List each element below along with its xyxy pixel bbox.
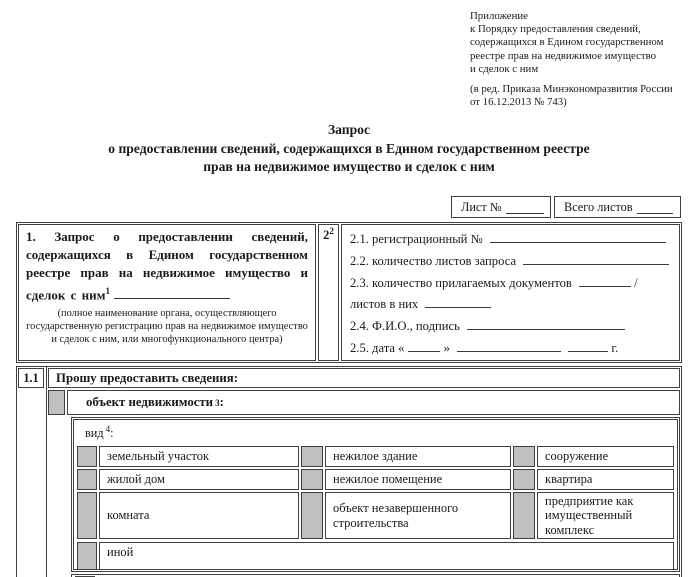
form-title-line-2: о предоставлении сведений, содержащихся в Едином государственном реестре [108,140,590,156]
request-heading: Прошу предоставить сведения: [48,368,680,388]
object-row [48,390,680,415]
section1-cell [18,224,316,361]
appendix-line: к Порядку предоставления сведений, [470,23,641,36]
checkbox-nonresidential-premises[interactable] [301,469,323,490]
reg-number-blank[interactable] [490,230,666,243]
vid-option-row-other [77,542,674,570]
total-sheets-blank[interactable] [637,201,673,214]
footnote-3-marker: 3 [215,397,220,408]
option-nonresidential-premises: нежилое помещение [325,469,511,490]
date-month-blank[interactable] [457,339,561,352]
option-land-plot: земельный участок [99,446,299,467]
other-object-blank[interactable] [109,569,664,570]
appendix-line: и сделок с ним [470,62,539,75]
vid-colon: : [110,426,114,441]
appendix-note [470,10,696,109]
date-year-blank[interactable] [568,339,608,352]
section1-note: (полное наименование органа, осуществляющего государственную регистрацию прав на недвижимое имущество и сделок с ним, или многофункционального центра) [26,308,308,346]
checkbox-room[interactable] [77,492,97,539]
section1-table [16,222,682,363]
checkbox-construction-in-progress[interactable] [301,492,323,539]
sheet-number-label: Лист № [461,199,502,214]
form-title-line-1: Запрос [327,122,371,137]
footnote-1-marker: 1 [105,286,111,296]
checkbox-apartment[interactable] [513,469,535,490]
checkbox-land-plot[interactable] [77,446,97,467]
form-title-line-3: прав на недвижимое имущество и сделок с ним [203,159,495,175]
name-signature-blank[interactable] [467,317,625,330]
year-suffix: г. [611,340,619,355]
sheet-number-blank[interactable] [506,201,544,214]
option-construction-in-progress: объект незавершенного строительства [325,492,511,539]
section1-request-text: 1. Запрос о предоставлении сведений, содержащихся в Едином государственном реестре прав на недвижимое имущество и сделок с ним [26,229,308,303]
revision-line: (в ред. Приказа Минэкономразвития России [470,83,673,96]
date-line [350,338,671,360]
total-sheets-label: Всего листов [564,199,633,214]
section-1-1-table [16,366,682,577]
name-signature-label: 2.4. Ф.И.О., подпись [350,319,460,334]
option-apartment: квартира [537,469,674,490]
option-other-label: иной [107,545,134,560]
row-number-1-1: 1.1 [18,368,44,388]
attached-docs-label: 2.3. количество прилагаемых документов [350,275,572,290]
close-quote: » [443,340,450,355]
object-label: объект недвижимости [86,395,214,409]
vid-option-row-3 [77,492,674,540]
vid-option-row-1 [77,446,674,467]
vid-option-row-2 [77,469,674,490]
section2-cell [341,224,680,361]
checkbox-enterprise-complex[interactable] [513,492,535,539]
reg-number-line [350,229,671,251]
checkbox-real-estate-object[interactable] [48,390,65,415]
section1-text [26,228,308,304]
open-quote: « [398,340,405,355]
org-name-blank[interactable] [114,286,230,299]
object-colon: : [219,395,224,409]
checkbox-residential-house[interactable] [77,469,97,490]
section2-number-cell [318,224,339,361]
vid-label: вид [85,426,104,441]
attached-docs-blank[interactable] [579,274,631,287]
vid-heading [74,420,677,446]
sheet-number-box [451,196,551,218]
name-signature-line [350,316,671,338]
request-sheets-blank[interactable] [523,252,669,265]
request-sheets-line [350,251,671,273]
date-label: 2.5. дата [350,340,395,355]
form-title [16,121,682,177]
option-residential-house: жилой дом [99,469,299,490]
option-other [99,542,674,570]
appendix-line: Приложение [470,10,528,22]
sheets-in-docs-blank[interactable] [425,295,491,308]
option-structure: сооружение [537,446,674,467]
total-sheets-box [554,196,681,218]
appendix-line: содержащихся в Едином государственном [470,36,664,49]
request-sheets-label: 2.2. количество листов запроса [350,253,517,268]
option-enterprise-complex: предприятие как имущественный комплекс [537,492,674,539]
revision-line: от 16.12.2013 № 743) [470,96,567,109]
reg-number-label: 2.1. регистрационный № [350,232,483,246]
attached-docs-line [350,273,671,295]
footnote-4-marker: 4 [105,424,111,434]
vid-section-inner [73,419,678,570]
vid-section [71,417,680,572]
checkbox-other[interactable] [77,542,97,570]
sheets-in-docs-label: листов в них [350,297,419,312]
appendix-line: реестре прав на недвижимое имущество [470,49,657,62]
object-heading [67,390,680,415]
checkbox-structure[interactable] [513,446,535,467]
section2-number: 2 [323,228,330,243]
option-room: комната [99,492,299,539]
number-column-divider [46,367,47,577]
option-nonresidential-building: нежилое здание [325,446,511,467]
footnote-2-marker: 2 [329,226,334,236]
checkbox-nonresidential-building[interactable] [301,446,323,467]
sheets-in-docs-line [350,294,671,316]
date-day-blank[interactable] [408,339,440,352]
slash-separator: / [634,275,638,290]
